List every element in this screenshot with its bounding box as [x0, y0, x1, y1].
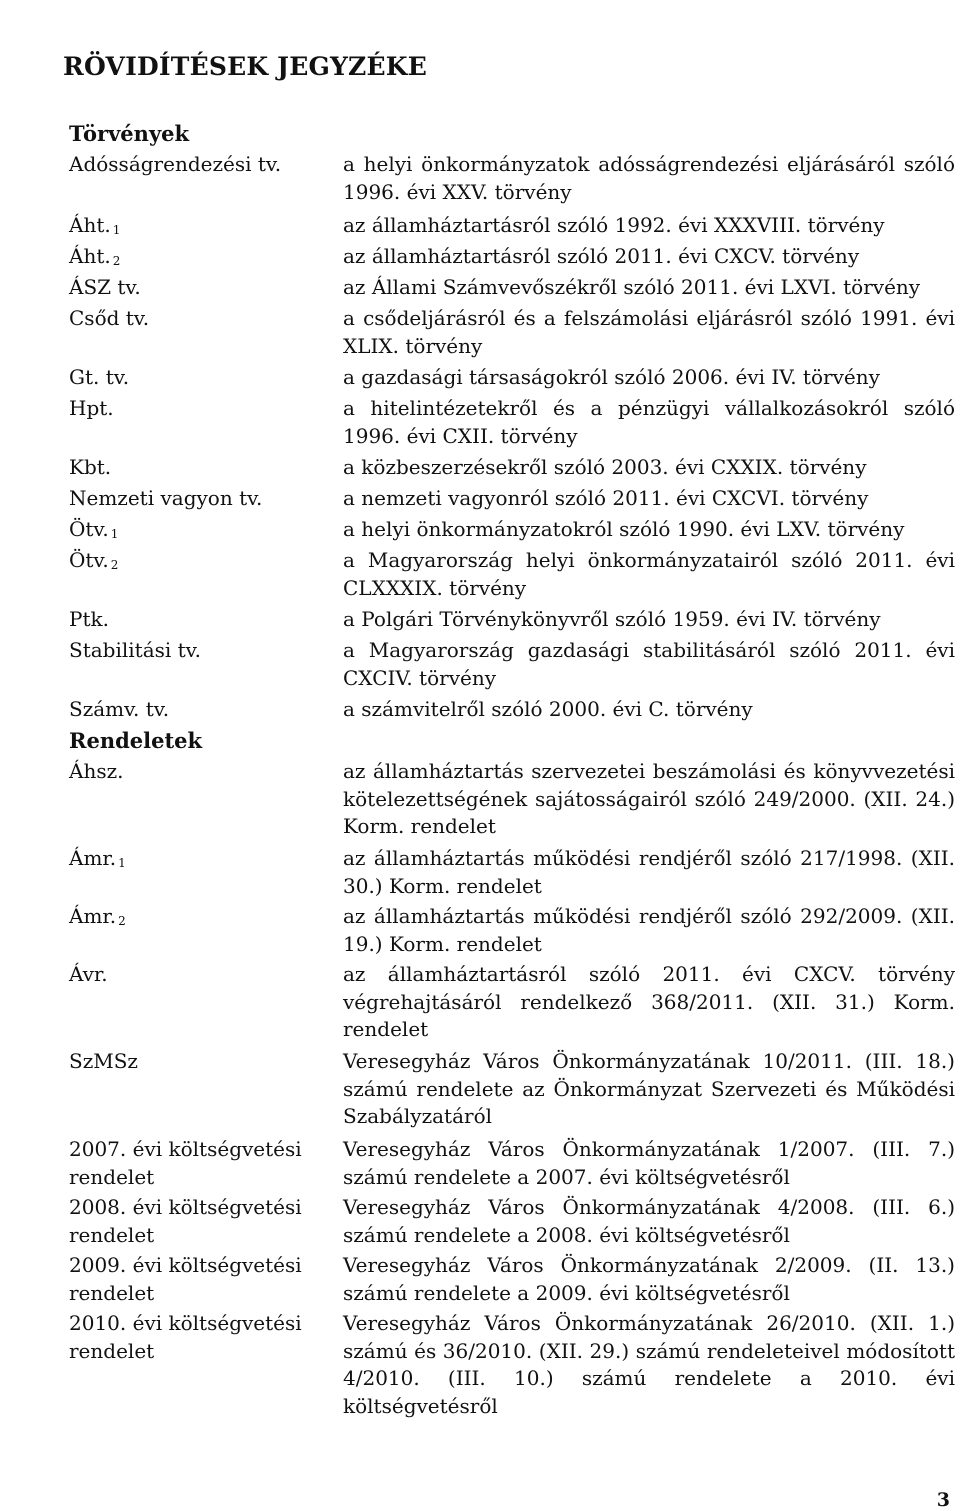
abbreviation-text: Hpt.: [69, 396, 114, 420]
abbreviation-text: Ptk.: [69, 607, 109, 631]
abbreviation-text: 2009. évi költségvetési rendelet: [69, 1253, 302, 1305]
abbreviation: [69, 305, 314, 333]
abbreviation-text: Ámr.: [69, 846, 117, 870]
abbreviation-index: 2: [112, 254, 121, 268]
abbreviation-index: 1: [110, 527, 119, 541]
abbreviation-definition: Veresegyház Város Önkormányzatának 26/2010. (XII. 1.) számú és 36/2010. (XII. 29.) számú rendeleteivel módosított 4/2010. (III. 10.) számú rendelete a 2010. évi költségvetésről: [343, 1311, 955, 1418]
abbreviation-definition: az államháztartásról szóló 1992. évi XXXVIII. törvény: [343, 213, 885, 237]
abbreviation: [69, 1048, 314, 1076]
abbreviation-definition: a nemzeti vagyonról szóló 2011. évi CXCVI. törvény: [343, 486, 869, 510]
abbreviation-definition: az államháztartásról szóló 2011. évi CXCV. törvény végrehajtásáról rendelkező 368/2011. (XII. 31.) Korm. rendelet: [343, 962, 955, 1041]
abbreviation-definition: a közbeszerzésekről szóló 2003. évi CXXIX. törvény: [343, 455, 867, 479]
abbreviation-definition: a számvitelről szóló 2000. évi C. törvény: [343, 697, 753, 721]
abbreviation: [69, 637, 314, 665]
abbreviation-definition: a Magyarország gazdasági stabilitásáról szóló 2011. évi CXCIV. törvény: [343, 638, 955, 690]
abbreviation-text: Számv. tv.: [69, 697, 170, 721]
abbreviation-definition: Veresegyház Város Önkormányzatának 4/2008. (III. 6.) számú rendelete a 2008. évi költségvetésről: [343, 1195, 955, 1247]
abbreviation: [69, 758, 314, 786]
abbreviation-text: Ötv.: [69, 548, 109, 572]
abbreviation: [69, 274, 314, 302]
abbreviation-text: Nemzeti vagyon tv.: [69, 486, 263, 510]
abbreviation-index: 2: [118, 914, 126, 928]
abbreviation-definition: Veresegyház Város Önkormányzatának 2/2009. (II. 13.) számú rendelete a 2009. évi költségvetésről: [343, 1253, 955, 1305]
abbreviation-index: 1: [118, 856, 126, 870]
abbreviation: [69, 696, 314, 724]
abbreviation: [69, 606, 314, 634]
abbreviation-text: 2007. évi költségvetési rendelet: [69, 1137, 302, 1189]
abbreviation: [69, 961, 314, 989]
abbreviation: [69, 151, 314, 179]
page-title: RÖVIDÍTÉSEK JEGYZÉKE: [63, 52, 427, 81]
abbreviation-text: SzMSz: [69, 1049, 138, 1073]
abbreviation: [69, 364, 314, 392]
abbreviation-definition: Veresegyház Város Önkormányzatának 1/2007. (III. 7.) számú rendelete a 2007. évi költségvetésről: [343, 1137, 955, 1189]
abbreviation-text: 2010. évi költségvetési rendelet: [69, 1311, 302, 1363]
abbreviation-definition: az államháztartásról szóló 2011. évi CXCV. törvény: [343, 244, 860, 268]
abbreviation: [69, 1252, 314, 1307]
abbreviation-definition: az államháztartás szervezetei beszámolási és könyvvezetési kötelezettségének sajátosságairól szóló 249/2000. (XII. 24.) Korm. rendelet: [343, 759, 955, 838]
abbreviation-text: Kbt.: [69, 455, 112, 479]
abbreviation-text: Áhsz.: [69, 759, 124, 783]
abbreviation-definition: a helyi önkormányzatok adósságrendezési eljárásáról szóló 1996. évi XXV. törvény: [343, 152, 955, 204]
abbreviation: [69, 1310, 314, 1365]
abbreviation: [69, 485, 314, 513]
abbreviation: [69, 212, 314, 245]
abbreviation-text: ÁSZ tv.: [69, 275, 141, 299]
abbreviation-definition: az államháztartás működési rendjéről szóló 217/1998. (XII. 30.) Korm. rendelet: [343, 846, 955, 898]
abbreviation: [69, 454, 314, 482]
abbreviation: [69, 243, 314, 276]
abbreviation-definition: a gazdasági társaságokról szóló 2006. évi IV. törvény: [343, 365, 880, 389]
abbreviation-definition: a Polgári Törvénykönyvről szóló 1959. évi IV. törvény: [343, 607, 881, 631]
abbreviation-text: Gt. tv.: [69, 365, 130, 389]
abbreviation: [69, 1136, 314, 1191]
abbreviation: [69, 547, 314, 580]
abbreviation-text: Ötv.: [69, 517, 109, 541]
abbreviation: [69, 903, 314, 936]
abbreviation-definition: a Magyarország helyi önkormányzatairól szóló 2011. évi CLXXXIX. törvény: [343, 548, 955, 600]
abbreviation-definition: az Állami Számvevőszékről szóló 2011. évi LXVI. törvény: [343, 275, 921, 299]
abbreviation-text: Ávr.: [69, 962, 108, 986]
abbreviation-text: Áht.: [69, 213, 111, 237]
abbreviation-text: Áht.: [69, 244, 111, 268]
abbreviation-text: Csőd tv.: [69, 306, 150, 330]
section-heading: Rendeletek: [69, 728, 203, 753]
abbreviation-definition: az államháztartás működési rendjéről szóló 292/2009. (XII. 19.) Korm. rendelet: [343, 904, 955, 956]
page-number: 3: [936, 1489, 950, 1511]
abbreviation: [69, 1194, 314, 1249]
abbreviation-index: 2: [110, 558, 119, 572]
abbreviation: [69, 845, 314, 878]
abbreviation-text: Stabilitási tv.: [69, 638, 201, 662]
abbreviation-text: Adósságrendezési tv.: [69, 152, 282, 176]
abbreviation: [69, 395, 314, 423]
abbreviation-definition: a helyi önkormányzatokról szóló 1990. évi LXV. törvény: [343, 517, 905, 541]
abbreviation: [69, 516, 314, 549]
abbreviation-text: Ámr.: [69, 904, 117, 928]
abbreviation-text: 2008. évi költségvetési rendelet: [69, 1195, 302, 1247]
abbreviation-definition: a csődeljárásról és a felszámolási eljárásról szóló 1991. évi XLIX. törvény: [343, 306, 955, 358]
abbreviation-definition: a hitelintézetekről és a pénzügyi vállalkozásokról szóló 1996. évi CXII. törvény: [343, 396, 955, 448]
abbreviation-definition: Veresegyház Város Önkormányzatának 10/2011. (III. 18.) számú rendelete az Önkormányzat Szervezeti és Működési Szabályzatáról: [343, 1049, 955, 1128]
abbreviation-index: 1: [112, 223, 121, 237]
section-heading: Törvények: [69, 121, 190, 146]
